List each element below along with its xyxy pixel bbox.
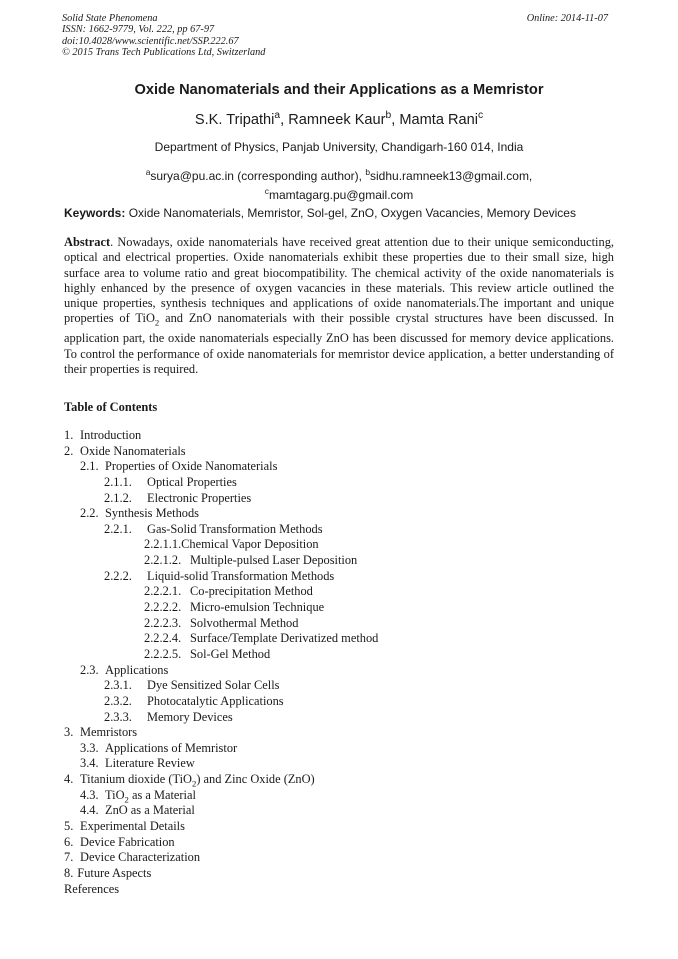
toc-item: 2.1.1. Optical Properties (104, 474, 237, 489)
toc-item: 8. Future Aspects (64, 865, 152, 880)
paper-title: Oxide Nanomaterials and their Applications as a Memristor (134, 82, 544, 98)
toc-item: 2.2.2.4. Surface/Template Derivatized method (144, 631, 379, 646)
keywords-text: Oxide Nanomaterials, Memristor, Sol-gel, ZnO, Oxygen Vacancies, Memory Devices (128, 206, 576, 220)
toc-item: 5. Experimental Details (64, 819, 185, 834)
toc-item: 3. Memristors (64, 725, 138, 740)
author-superscript: c (478, 110, 484, 121)
abstract: Abstract. Nowadays, oxide nanomaterials have received great attention due to their unique semiconducting, optical and electrical properties. Oxide nanomaterials exhibit these properties due to their small size, high surface area to volume ratio and great biocompatibility. The chemical activity of the oxide nanomaterials is highly enhanced by the presence of oxygen vacancies in these materials. This review article outlined the unique properties, synthesis techniques and applications of oxide nanomaterials.The important and unique properties of TiO$_2$ and ZnO nanomaterials with their possible crystal structures have been discussed. In application part, the oxide nanomaterials especially ZnO has been discussed for memory device applications. To control the performance of oxide nanomaterials for memristor device application, a better understanding of their properties is required. (64, 235, 614, 376)
toc-item: 2.2.1. Gas-Solid Transformation Methods (104, 521, 323, 536)
toc-item: 2.2.2.5. Sol-Gel Method (144, 646, 271, 661)
toc-heading: Table of Contents (64, 400, 158, 414)
toc-item: 2.2.2.1. Co-precipitation Method (144, 584, 313, 599)
toc-item: 2.1.2. Electronic Properties (104, 490, 252, 505)
abstract-label: Abstract (64, 235, 111, 249)
keywords (64, 206, 576, 220)
author-name: Mamta Rani (399, 111, 478, 128)
keywords-label: Keywords: (64, 206, 126, 220)
toc-item: 4.4. ZnO as a Material (80, 803, 195, 818)
toc-item: 2.3. Applications (80, 662, 169, 677)
toc-item: 2.2.1.1.Chemical Vapor Deposition (144, 537, 319, 552)
author-name: S.K. Tripathi (194, 111, 275, 128)
toc-item: 4. Titanium dioxide (TiO$_2$) and Zinc Oxide (ZnO) (64, 772, 315, 789)
toc-item: 3.4. Literature Review (80, 756, 195, 771)
doi-line: doi:10.4028/www.scientific.net/SSP.222.67 (62, 35, 239, 47)
running-header-left (62, 13, 265, 58)
toc-item: 2.2. Synthesis Methods (80, 506, 199, 521)
toc-item: 2.3.2. Photocatalytic Applications (104, 693, 284, 708)
author-superscript: a (274, 110, 281, 121)
issn-line: ISSN: 1662-9779, Vol. 222, pp 67-97 (62, 24, 215, 36)
toc-item: 2.2.2.3. Solvothermal Method (144, 615, 299, 630)
journal-name: Solid State Phenomena (62, 13, 158, 24)
toc-item: 4.3. TiO$_2$ as a Material (80, 787, 196, 805)
email-b: sidhu.ramneek13@gmail.com, (370, 169, 533, 183)
author-list: S.K. Tripathi$^a$, Ramneek Kaur$^b$, Mamta Rani$^c$ (194, 110, 484, 128)
toc-item: 2.2.1.2. Multiple-pulsed Laser Deposition (144, 553, 358, 568)
toc-item: 7. Device Characterization (64, 850, 201, 865)
toc-item: 2.1. Properties of Oxide Nanomaterials (80, 459, 278, 474)
toc-item: References (64, 881, 120, 896)
copyright-line: © 2015 Trans Tech Publications Ltd, Switzerland (62, 46, 266, 58)
toc-item: 2.2.2. Liquid-solid Transformation Methods (104, 568, 335, 583)
toc-item: 1. Introduction (64, 428, 142, 442)
table-of-contents (64, 428, 378, 897)
author-emails: $^a$surya@pu.ac.in (corresponding author), $^b$sidhu.ramneek13@gmail.com, $^c$mamtagarg.pu@gmail.com (145, 167, 533, 202)
toc-item: 2.3.1. Dye Sensitized Solar Cells (104, 678, 280, 693)
toc-item: 6. Device Fabrication (64, 834, 175, 849)
online-date: Online: 2014-11-07 (526, 13, 608, 24)
author-name: Ramneek Kaur (288, 111, 386, 128)
toc-item: 2.2.2.2. Micro-emulsion Technique (144, 600, 325, 615)
email-a: surya@pu.ac.in (corresponding author), (150, 169, 362, 183)
affiliation: Department of Physics, Panjab University, Chandigarh-160 014, India (154, 140, 524, 154)
toc-item: 3.3. Applications of Memristor (80, 740, 238, 755)
author-superscript: b (385, 110, 392, 121)
toc-item: 2. Oxide Nanomaterials (64, 443, 186, 458)
email-c: mamtagarg.pu@gmail.com (268, 187, 414, 202)
toc-item: 2.3.3. Memory Devices (104, 709, 233, 724)
